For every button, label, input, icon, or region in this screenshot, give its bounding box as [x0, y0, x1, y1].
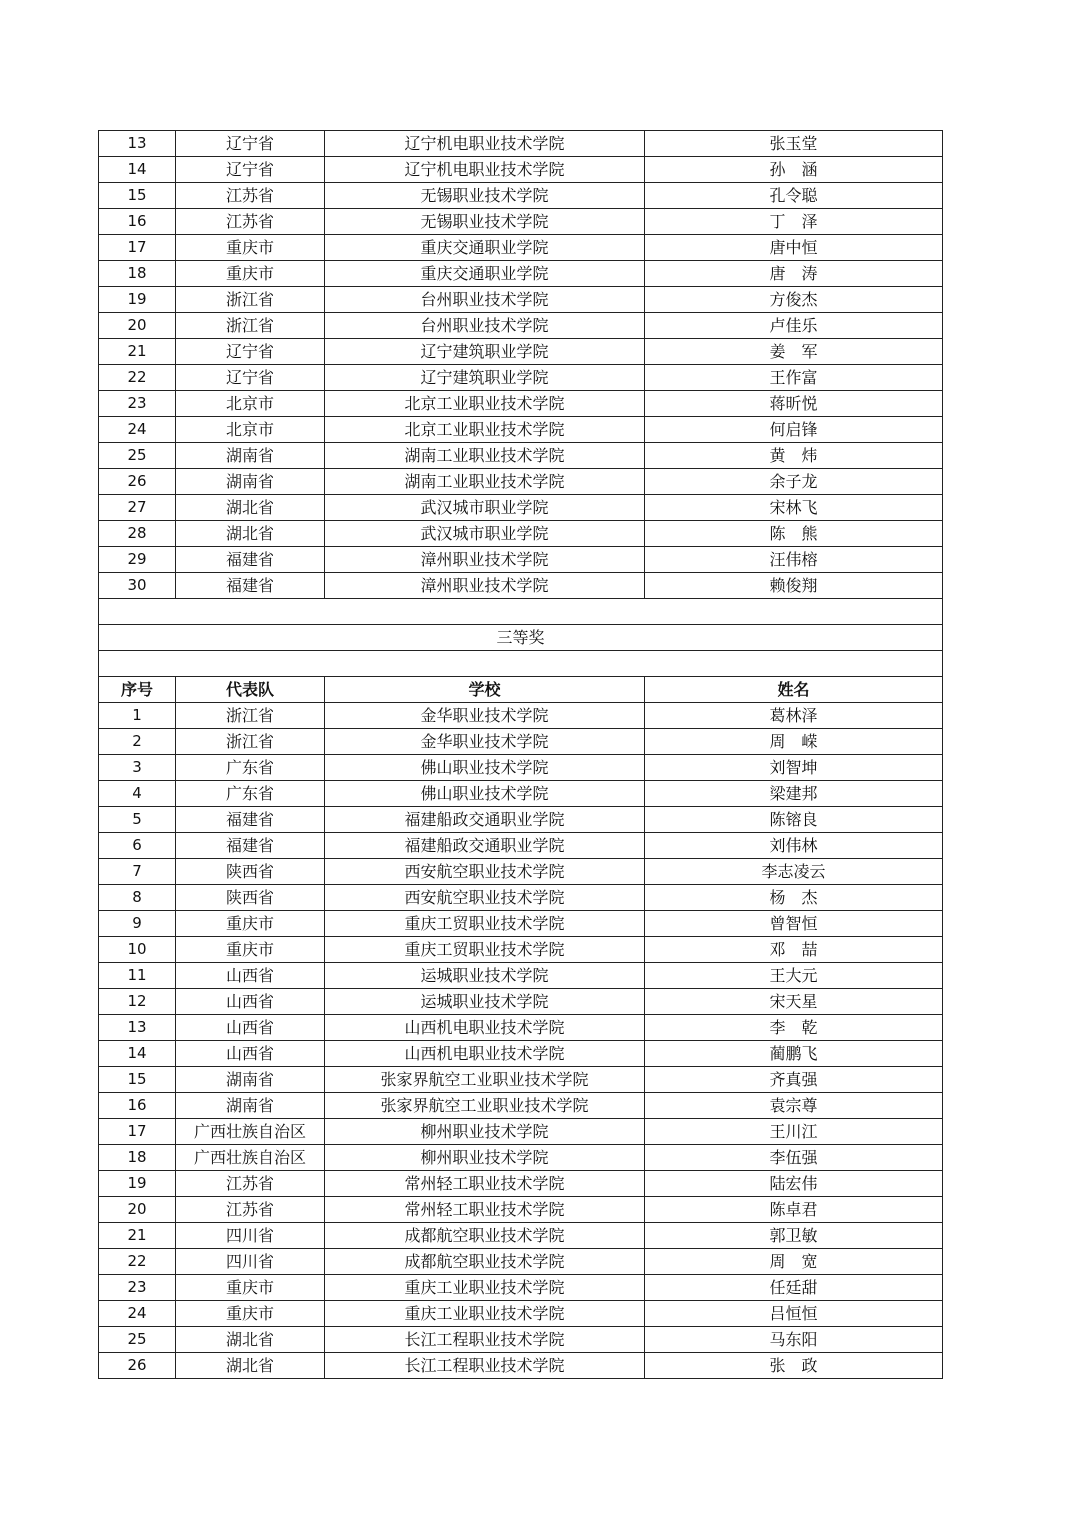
cell-name: 曾智恒 [645, 911, 943, 937]
cell-school: 北京工业职业技术学院 [325, 391, 645, 417]
cell-name: 葛林泽 [645, 703, 943, 729]
cell-no: 21 [99, 339, 176, 365]
cell-name: 陈 熊 [645, 521, 943, 547]
cell-no: 30 [99, 573, 176, 599]
cell-school: 漳州职业技术学院 [325, 547, 645, 573]
cell-no: 26 [99, 1353, 176, 1379]
table-row [99, 261, 943, 287]
cell-name: 唐中恒 [645, 235, 943, 261]
cell-no: 1 [99, 703, 176, 729]
third-prize-section [99, 599, 943, 703]
cell-no: 27 [99, 495, 176, 521]
cell-name: 孔令聪 [645, 183, 943, 209]
cell-name: 余子龙 [645, 469, 943, 495]
table-row [99, 469, 943, 495]
cell-team: 重庆市 [176, 261, 325, 287]
table-row [99, 859, 943, 885]
cell-team: 山西省 [176, 1041, 325, 1067]
cell-no: 20 [99, 1197, 176, 1223]
cell-school: 重庆工业职业技术学院 [325, 1275, 645, 1301]
cell-no: 12 [99, 989, 176, 1015]
table-row [99, 1145, 943, 1171]
cell-no: 24 [99, 417, 176, 443]
cell-school: 山西机电职业技术学院 [325, 1015, 645, 1041]
table-row [99, 781, 943, 807]
cell-school: 漳州职业技术学院 [325, 573, 645, 599]
cell-school: 武汉城市职业学院 [325, 521, 645, 547]
cell-no: 3 [99, 755, 176, 781]
cell-team: 四川省 [176, 1249, 325, 1275]
cell-team: 江苏省 [176, 1171, 325, 1197]
cell-team: 重庆市 [176, 235, 325, 261]
cell-school: 北京工业职业技术学院 [325, 417, 645, 443]
cell-team: 浙江省 [176, 703, 325, 729]
cell-name: 王川江 [645, 1119, 943, 1145]
cell-no: 14 [99, 157, 176, 183]
cell-no: 15 [99, 1067, 176, 1093]
table-header-row [99, 677, 943, 703]
cell-school: 辽宁机电职业技术学院 [325, 131, 645, 157]
cell-no: 24 [99, 1301, 176, 1327]
cell-team: 福建省 [176, 807, 325, 833]
cell-school: 重庆交通职业学院 [325, 235, 645, 261]
table-row [99, 1119, 943, 1145]
cell-no: 22 [99, 365, 176, 391]
table-row [99, 1093, 943, 1119]
cell-team: 广西壮族自治区 [176, 1145, 325, 1171]
cell-name: 梁建邦 [645, 781, 943, 807]
cell-school: 张家界航空工业职业技术学院 [325, 1093, 645, 1119]
cell-school: 辽宁机电职业技术学院 [325, 157, 645, 183]
cell-no: 29 [99, 547, 176, 573]
cell-team: 广西壮族自治区 [176, 1119, 325, 1145]
cell-name: 王大元 [645, 963, 943, 989]
cell-no: 23 [99, 1275, 176, 1301]
cell-name: 丁 泽 [645, 209, 943, 235]
table-row [99, 1223, 943, 1249]
cell-school: 辽宁建筑职业学院 [325, 365, 645, 391]
cell-team: 湖北省 [176, 495, 325, 521]
cell-team: 福建省 [176, 573, 325, 599]
header-name: 姓名 [645, 677, 943, 703]
cell-name: 刘智坤 [645, 755, 943, 781]
cell-name: 任廷甜 [645, 1275, 943, 1301]
cell-team: 江苏省 [176, 183, 325, 209]
cell-team: 江苏省 [176, 1197, 325, 1223]
cell-team: 山西省 [176, 963, 325, 989]
cell-name: 李志凌云 [645, 859, 943, 885]
award-table [98, 130, 943, 1379]
cell-name: 宋天星 [645, 989, 943, 1015]
cell-name: 赖俊翔 [645, 573, 943, 599]
cell-team: 湖南省 [176, 469, 325, 495]
cell-school: 重庆工业职业技术学院 [325, 1301, 645, 1327]
cell-name: 周 宽 [645, 1249, 943, 1275]
cell-school: 重庆交通职业学院 [325, 261, 645, 287]
cell-team: 广东省 [176, 781, 325, 807]
table-row [99, 963, 943, 989]
cell-no: 9 [99, 911, 176, 937]
cell-school: 长江工程职业技术学院 [325, 1327, 645, 1353]
cell-team: 陕西省 [176, 885, 325, 911]
cell-team: 重庆市 [176, 1301, 325, 1327]
cell-school: 山西机电职业技术学院 [325, 1041, 645, 1067]
cell-name: 吕恒恒 [645, 1301, 943, 1327]
cell-team: 浙江省 [176, 729, 325, 755]
table-row [99, 157, 943, 183]
blank-row [99, 651, 943, 677]
cell-name: 张玉堂 [645, 131, 943, 157]
table-row [99, 313, 943, 339]
cell-name: 郭卫敏 [645, 1223, 943, 1249]
header-no: 序号 [99, 677, 176, 703]
second-prize-rows [99, 131, 943, 599]
cell-school: 西安航空职业技术学院 [325, 859, 645, 885]
table-row [99, 1353, 943, 1379]
cell-name: 汪伟榕 [645, 547, 943, 573]
cell-name: 李伍强 [645, 1145, 943, 1171]
cell-no: 25 [99, 443, 176, 469]
table-row [99, 183, 943, 209]
section-title-row [99, 625, 943, 651]
cell-team: 湖南省 [176, 443, 325, 469]
cell-team: 湖北省 [176, 521, 325, 547]
cell-name: 孙 涵 [645, 157, 943, 183]
cell-name: 黄 炜 [645, 443, 943, 469]
table-row [99, 703, 943, 729]
table-row [99, 443, 943, 469]
cell-school: 金华职业技术学院 [325, 729, 645, 755]
cell-name: 宋林飞 [645, 495, 943, 521]
cell-no: 14 [99, 1041, 176, 1067]
cell-name: 杨 杰 [645, 885, 943, 911]
cell-team: 辽宁省 [176, 131, 325, 157]
table-row [99, 937, 943, 963]
cell-school: 武汉城市职业学院 [325, 495, 645, 521]
cell-no: 17 [99, 1119, 176, 1145]
cell-no: 16 [99, 1093, 176, 1119]
cell-school: 西安航空职业技术学院 [325, 885, 645, 911]
cell-no: 13 [99, 1015, 176, 1041]
cell-no: 10 [99, 937, 176, 963]
cell-school: 无锡职业技术学院 [325, 209, 645, 235]
cell-school: 常州轻工职业技术学院 [325, 1197, 645, 1223]
table-row [99, 1015, 943, 1041]
table-row [99, 495, 943, 521]
cell-school: 柳州职业技术学院 [325, 1119, 645, 1145]
cell-team: 浙江省 [176, 313, 325, 339]
cell-no: 26 [99, 469, 176, 495]
cell-team: 四川省 [176, 1223, 325, 1249]
header-school: 学校 [325, 677, 645, 703]
cell-school: 湖南工业职业技术学院 [325, 469, 645, 495]
table-row [99, 1275, 943, 1301]
cell-school: 佛山职业技术学院 [325, 755, 645, 781]
cell-no: 11 [99, 963, 176, 989]
cell-team: 山西省 [176, 1015, 325, 1041]
cell-school: 佛山职业技术学院 [325, 781, 645, 807]
cell-no: 16 [99, 209, 176, 235]
cell-name: 蒋昕悦 [645, 391, 943, 417]
blank-row [99, 599, 943, 625]
table-row [99, 391, 943, 417]
cell-team: 重庆市 [176, 937, 325, 963]
cell-no: 8 [99, 885, 176, 911]
cell-team: 陕西省 [176, 859, 325, 885]
cell-no: 23 [99, 391, 176, 417]
cell-team: 湖北省 [176, 1327, 325, 1353]
cell-school: 湖南工业职业技术学院 [325, 443, 645, 469]
cell-team: 浙江省 [176, 287, 325, 313]
cell-team: 湖北省 [176, 1353, 325, 1379]
cell-school: 福建船政交通职业学院 [325, 833, 645, 859]
cell-name: 唐 涛 [645, 261, 943, 287]
cell-team: 重庆市 [176, 911, 325, 937]
cell-team: 重庆市 [176, 1275, 325, 1301]
cell-team: 山西省 [176, 989, 325, 1015]
cell-team: 福建省 [176, 547, 325, 573]
table-row [99, 339, 943, 365]
cell-school: 台州职业技术学院 [325, 313, 645, 339]
cell-school: 成都航空职业技术学院 [325, 1223, 645, 1249]
table-row [99, 417, 943, 443]
table-row [99, 1067, 943, 1093]
table-row [99, 1171, 943, 1197]
cell-team: 江苏省 [176, 209, 325, 235]
cell-name: 陈镕良 [645, 807, 943, 833]
cell-no: 21 [99, 1223, 176, 1249]
cell-no: 4 [99, 781, 176, 807]
cell-team: 福建省 [176, 833, 325, 859]
cell-name: 陆宏伟 [645, 1171, 943, 1197]
table-row [99, 1249, 943, 1275]
table-row [99, 365, 943, 391]
cell-school: 成都航空职业技术学院 [325, 1249, 645, 1275]
cell-school: 柳州职业技术学院 [325, 1145, 645, 1171]
third-prize-rows [99, 703, 943, 1379]
cell-no: 5 [99, 807, 176, 833]
cell-name: 张 政 [645, 1353, 943, 1379]
cell-team: 湖南省 [176, 1067, 325, 1093]
cell-no: 18 [99, 1145, 176, 1171]
cell-name: 刘伟林 [645, 833, 943, 859]
cell-team: 湖南省 [176, 1093, 325, 1119]
table-row [99, 209, 943, 235]
cell-name: 邓 喆 [645, 937, 943, 963]
cell-no: 22 [99, 1249, 176, 1275]
table-row [99, 911, 943, 937]
cell-name: 周 嵘 [645, 729, 943, 755]
cell-name: 袁宗尊 [645, 1093, 943, 1119]
table-row [99, 573, 943, 599]
cell-team: 辽宁省 [176, 365, 325, 391]
cell-no: 13 [99, 131, 176, 157]
cell-name: 王作富 [645, 365, 943, 391]
cell-name: 方俊杰 [645, 287, 943, 313]
table-row [99, 521, 943, 547]
cell-no: 20 [99, 313, 176, 339]
cell-school: 长江工程职业技术学院 [325, 1353, 645, 1379]
cell-name: 何启锋 [645, 417, 943, 443]
cell-no: 6 [99, 833, 176, 859]
cell-no: 7 [99, 859, 176, 885]
cell-no: 19 [99, 287, 176, 313]
cell-school: 运城职业技术学院 [325, 963, 645, 989]
table-row [99, 1327, 943, 1353]
cell-no: 2 [99, 729, 176, 755]
table-row [99, 1301, 943, 1327]
cell-school: 无锡职业技术学院 [325, 183, 645, 209]
cell-no: 18 [99, 261, 176, 287]
cell-name: 姜 军 [645, 339, 943, 365]
table-row [99, 729, 943, 755]
table-row [99, 807, 943, 833]
cell-school: 福建船政交通职业学院 [325, 807, 645, 833]
cell-school: 辽宁建筑职业学院 [325, 339, 645, 365]
table-row [99, 755, 943, 781]
cell-school: 重庆工贸职业技术学院 [325, 937, 645, 963]
table-row [99, 989, 943, 1015]
cell-name: 李 乾 [645, 1015, 943, 1041]
cell-no: 17 [99, 235, 176, 261]
table-row [99, 235, 943, 261]
cell-team: 广东省 [176, 755, 325, 781]
cell-school: 运城职业技术学院 [325, 989, 645, 1015]
table-row [99, 287, 943, 313]
header-team: 代表队 [176, 677, 325, 703]
cell-team: 辽宁省 [176, 157, 325, 183]
table-row [99, 1041, 943, 1067]
cell-school: 台州职业技术学院 [325, 287, 645, 313]
table-row [99, 131, 943, 157]
cell-name: 卢佳乐 [645, 313, 943, 339]
cell-team: 辽宁省 [176, 339, 325, 365]
cell-no: 25 [99, 1327, 176, 1353]
cell-no: 15 [99, 183, 176, 209]
table-row [99, 833, 943, 859]
cell-school: 重庆工贸职业技术学院 [325, 911, 645, 937]
cell-team: 北京市 [176, 417, 325, 443]
table-row [99, 547, 943, 573]
cell-name: 齐真强 [645, 1067, 943, 1093]
table-row [99, 885, 943, 911]
cell-no: 19 [99, 1171, 176, 1197]
cell-name: 蔺鹏飞 [645, 1041, 943, 1067]
cell-no: 28 [99, 521, 176, 547]
cell-name: 陈卓君 [645, 1197, 943, 1223]
section-title: 三等奖 [99, 625, 943, 651]
cell-school: 金华职业技术学院 [325, 703, 645, 729]
cell-school: 常州轻工职业技术学院 [325, 1171, 645, 1197]
cell-school: 张家界航空工业职业技术学院 [325, 1067, 645, 1093]
table-row [99, 1197, 943, 1223]
cell-team: 北京市 [176, 391, 325, 417]
cell-name: 马东阳 [645, 1327, 943, 1353]
